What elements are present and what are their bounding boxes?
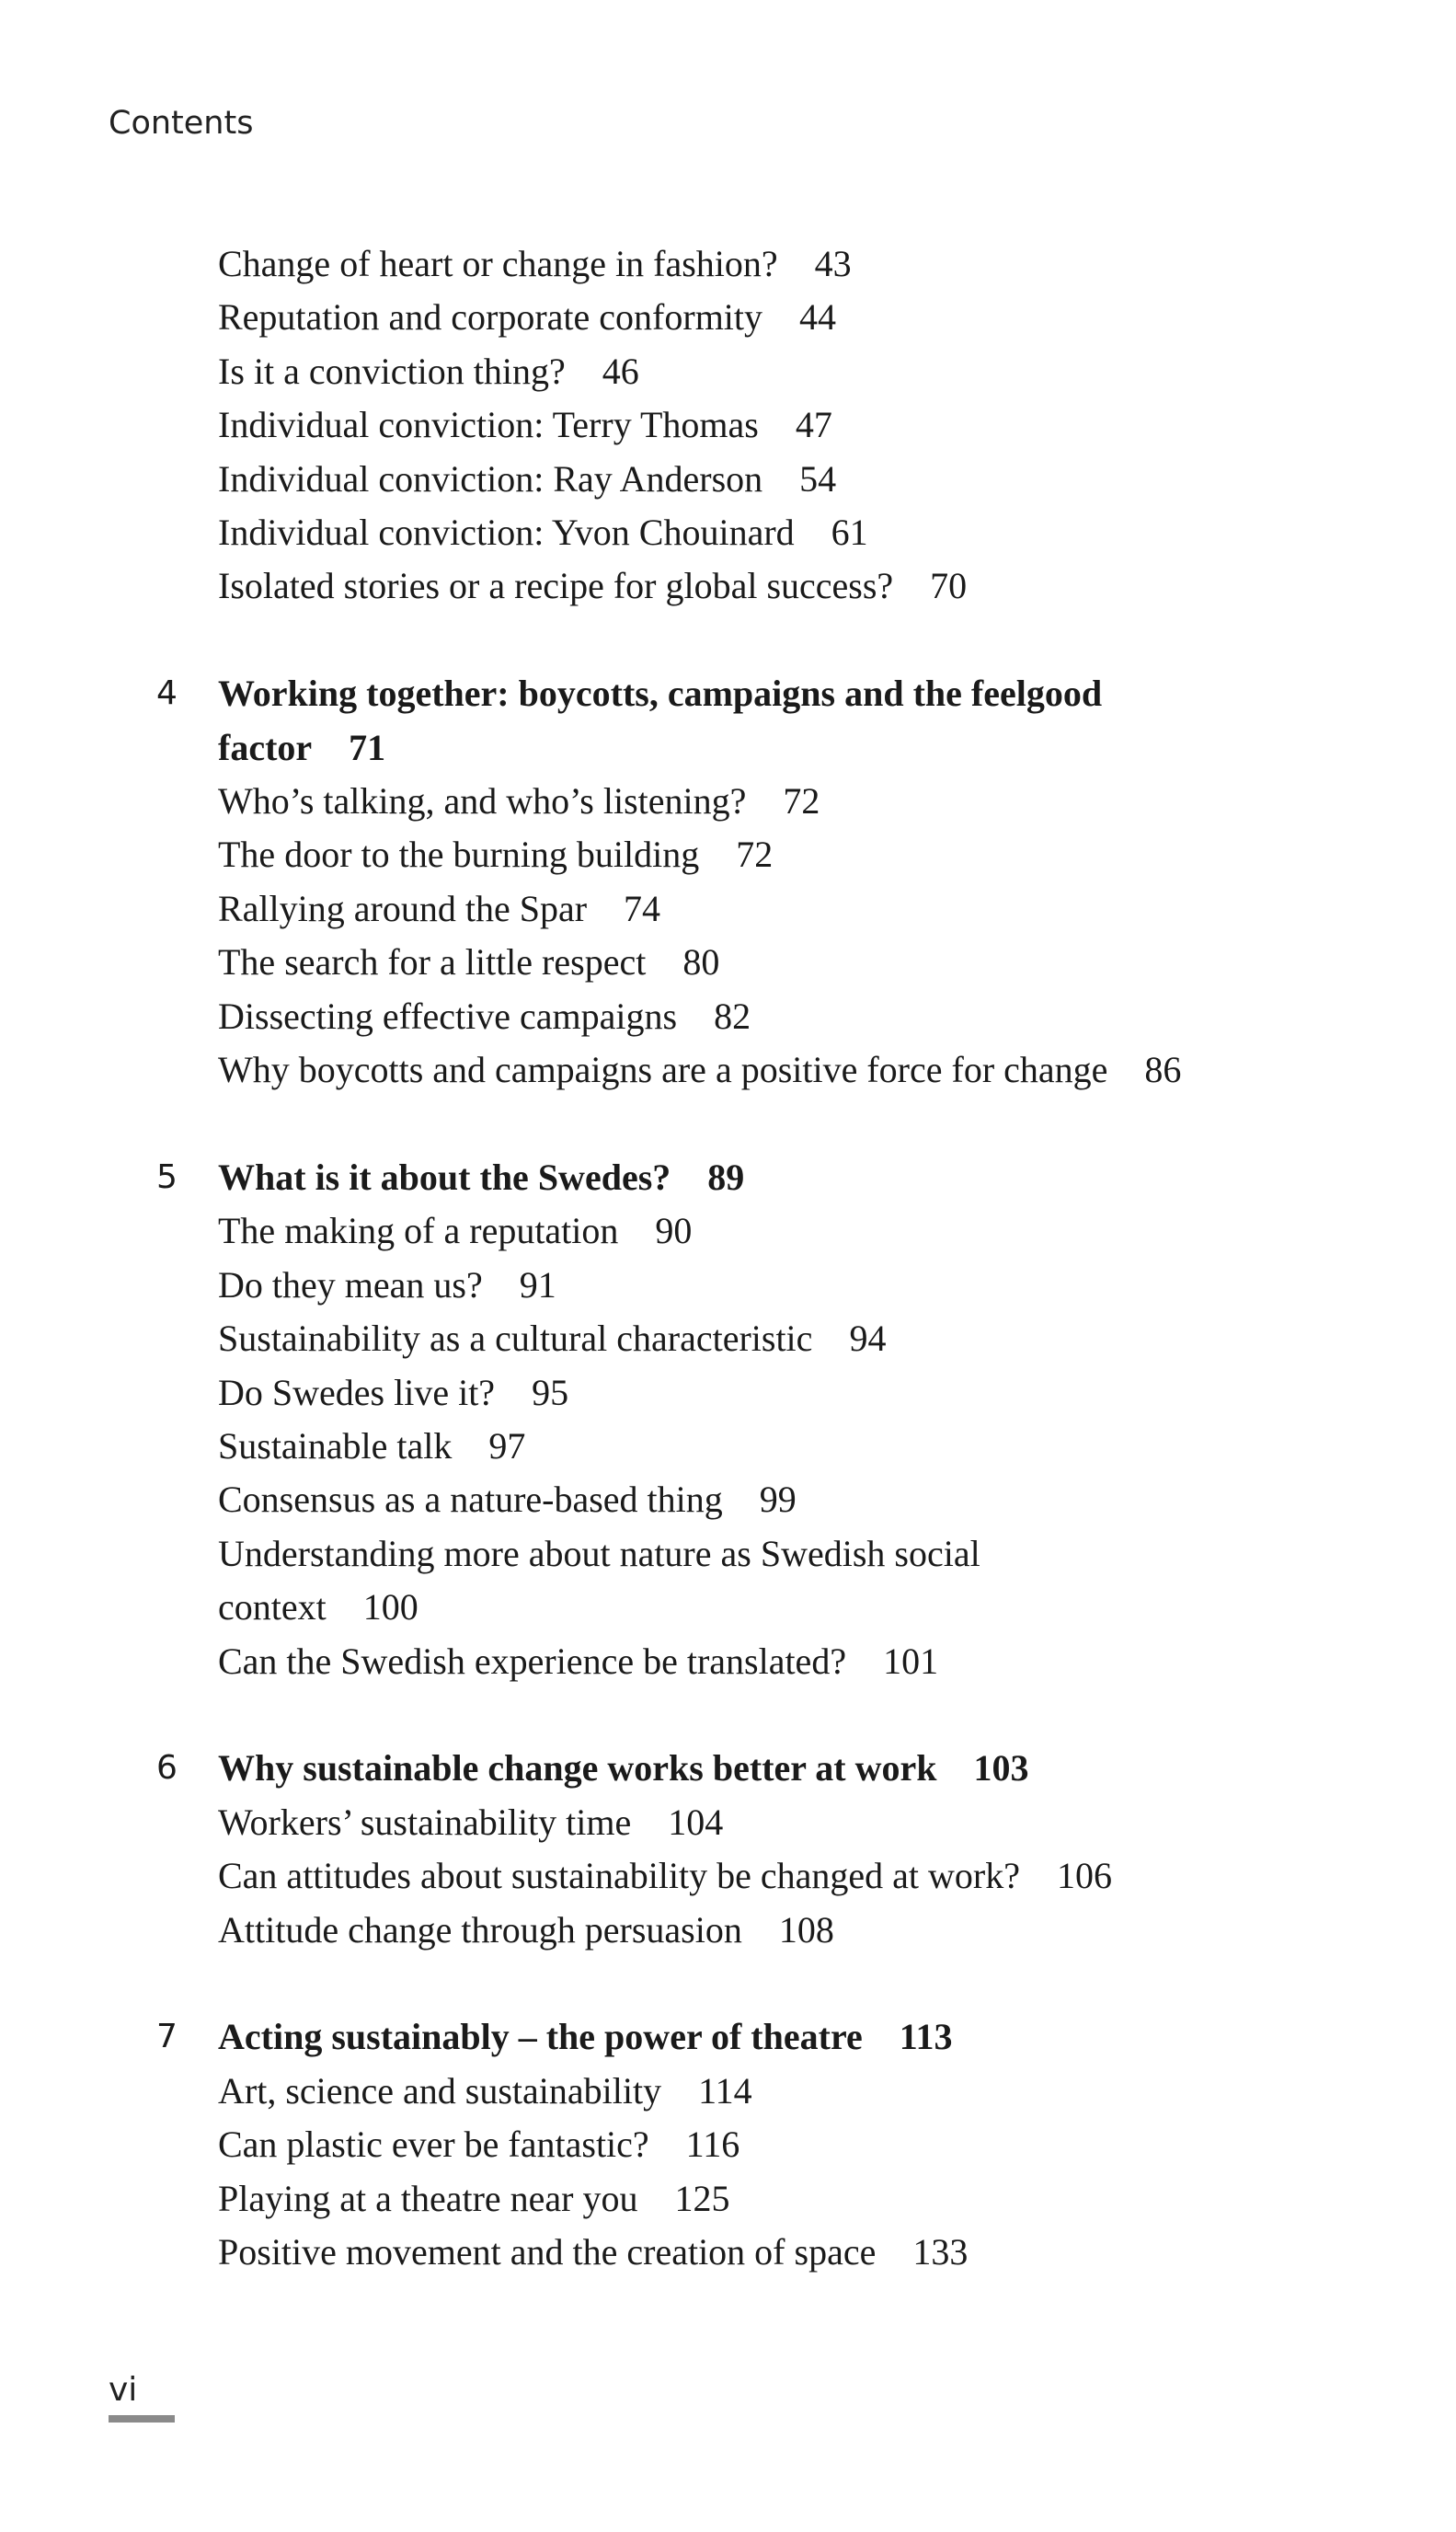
- chapter-5-section: [0, 1151, 1456, 1688]
- chapter-title: Acting sustainably – the power of theatre: [218, 2016, 863, 2058]
- page-number: vi: [109, 2371, 138, 2409]
- entry-page: 101: [883, 1640, 939, 1682]
- entry-title: Attitude change through persuasion: [218, 1908, 742, 1951]
- entry-title: Workers’ sustainability time: [218, 1801, 632, 1843]
- entry-title: The search for a little respect: [218, 941, 647, 984]
- toc-entry-continued: [0, 1581, 1456, 1634]
- entry-page: 95: [532, 1371, 569, 1413]
- toc-entry: [0, 1904, 1456, 1957]
- entry-page: 90: [655, 1210, 693, 1252]
- entry-title: Rallying around the Spar: [218, 887, 588, 929]
- entry-title: Is it a conviction thing?: [218, 350, 566, 392]
- entry-page: 133: [912, 2230, 969, 2273]
- chapter-6-section: [0, 1742, 1456, 1957]
- entry-title: Reputation and corporate conformity: [218, 296, 763, 339]
- entry-page: 114: [698, 2069, 752, 2112]
- entry-title: Individual conviction: Terry Thomas: [218, 404, 759, 446]
- entry-title: Why boycotts and campaigns are a positive force for change: [218, 1049, 1108, 1091]
- chapter-7-section: [0, 2010, 1456, 2279]
- entry-page: 82: [714, 995, 751, 1037]
- entry-title: Individual conviction: Ray Anderson: [218, 457, 763, 500]
- entry-title: Isolated stories or a recipe for global success?: [218, 565, 894, 607]
- entry-title: The door to the burning building: [218, 834, 700, 876]
- toc-entry: [0, 1796, 1456, 1849]
- chapter-heading: [0, 1151, 1456, 1204]
- entry-title: Can the Swedish experience be translated?: [218, 1640, 847, 1682]
- toc-entry: [0, 1527, 1456, 1581]
- entry-title-line2: context: [218, 1586, 327, 1629]
- running-head: Contents: [109, 105, 254, 142]
- toc-entry: [0, 398, 1456, 452]
- toc-entry: [0, 559, 1456, 613]
- entry-title: Art, science and sustainability: [218, 2069, 662, 2112]
- toc-entry: [0, 1366, 1456, 1420]
- entry-page: 94: [849, 1318, 887, 1360]
- chapter-page: 113: [899, 2016, 953, 2058]
- entry-page: 108: [778, 1908, 834, 1951]
- entry-page: 46: [602, 350, 639, 392]
- entry-title: Can attitudes about sustainability be changed at work?: [218, 1855, 1020, 1897]
- entry-page: 47: [795, 404, 832, 446]
- chapter-number: 5: [156, 1157, 178, 1196]
- entry-title: Positive movement and the creation of space: [218, 2230, 877, 2273]
- toc-entry: [0, 828, 1456, 881]
- entry-page: 72: [783, 780, 820, 823]
- entry-page: 106: [1057, 1855, 1112, 1897]
- entry-title: The making of a reputation: [218, 1210, 619, 1252]
- toc-entry: [0, 291, 1456, 344]
- chapter-heading: [0, 667, 1456, 720]
- toc-entry: [0, 2118, 1456, 2171]
- entry-page: 125: [674, 2177, 730, 2219]
- entry-page: 80: [682, 941, 720, 984]
- toc-entry: [0, 1635, 1456, 1688]
- entry-title: Playing at a theatre near you: [218, 2177, 638, 2219]
- entry-page: 91: [519, 1263, 556, 1306]
- table-of-contents: [0, 237, 1456, 2279]
- toc-entry: [0, 1849, 1456, 1903]
- chapter-title: Why sustainable change works better at work: [218, 1747, 937, 1790]
- entry-title: Do Swedes live it?: [218, 1371, 496, 1413]
- entry-title: Understanding more about nature as Swedish social: [218, 1532, 980, 1574]
- entry-title: Do they mean us?: [218, 1263, 483, 1306]
- toc-entry: [0, 990, 1456, 1043]
- entry-title: Consensus as a nature-based thing: [218, 1479, 723, 1521]
- entry-title: Sustainability as a cultural characteristic: [218, 1318, 813, 1360]
- toc-entry: [0, 1420, 1456, 1473]
- continued-section: [0, 237, 1456, 614]
- toc-entry: [0, 237, 1456, 291]
- entry-page: 44: [799, 296, 837, 339]
- chapter-title-line2: factor: [218, 726, 313, 768]
- entry-page: 43: [814, 243, 852, 284]
- chapter-number: 7: [156, 2018, 178, 2056]
- toc-entry: [0, 1204, 1456, 1258]
- toc-entry: [0, 1043, 1456, 1097]
- toc-entry: [0, 453, 1456, 506]
- toc-entry: [0, 2172, 1456, 2226]
- entry-page: 72: [736, 834, 774, 876]
- entry-title: Can plastic ever be fantastic?: [218, 2123, 649, 2166]
- chapter-page: 71: [349, 726, 386, 768]
- entry-page: 99: [759, 1479, 797, 1521]
- chapter-heading: [0, 1742, 1456, 1795]
- entry-page: 116: [685, 2123, 740, 2166]
- entry-title: Change of heart or change in fashion?: [218, 243, 778, 284]
- toc-entry: [0, 2226, 1456, 2279]
- entry-page: 70: [930, 565, 968, 607]
- chapter-page: 89: [707, 1156, 745, 1198]
- chapter-heading: [0, 2010, 1456, 2064]
- chapter-title: Working together: boycotts, campaigns and the feelgood: [218, 673, 1103, 715]
- chapter-4-section: [0, 667, 1456, 1097]
- entry-page: 61: [831, 512, 868, 554]
- toc-entry: [0, 1473, 1456, 1526]
- entry-title: Dissecting effective campaigns: [218, 995, 678, 1037]
- chapter-page: 103: [973, 1747, 1029, 1790]
- chapter-number: 6: [156, 1749, 178, 1788]
- toc-entry: [0, 775, 1456, 828]
- folio-rule: [109, 2415, 175, 2423]
- entry-title: Individual conviction: Yvon Chouinard: [218, 512, 795, 554]
- toc-entry: [0, 882, 1456, 936]
- chapter-title: What is it about the Swedes?: [218, 1156, 671, 1198]
- entry-page: 100: [362, 1586, 418, 1629]
- entry-title: Who’s talking, and who’s listening?: [218, 780, 747, 823]
- toc-entry: [0, 936, 1456, 989]
- entry-page: 54: [799, 457, 837, 500]
- toc-entry: [0, 345, 1456, 398]
- entry-page: 104: [668, 1801, 724, 1843]
- toc-entry: [0, 506, 1456, 559]
- entry-page: 86: [1144, 1049, 1182, 1091]
- entry-page: 74: [624, 887, 661, 929]
- chapter-heading-continued: [0, 721, 1456, 775]
- toc-entry: [0, 2065, 1456, 2118]
- chapter-number: 4: [156, 674, 178, 713]
- toc-entry: [0, 1312, 1456, 1365]
- entry-page: 97: [488, 1424, 526, 1467]
- toc-entry: [0, 1259, 1456, 1312]
- entry-title: Sustainable talk: [218, 1424, 453, 1467]
